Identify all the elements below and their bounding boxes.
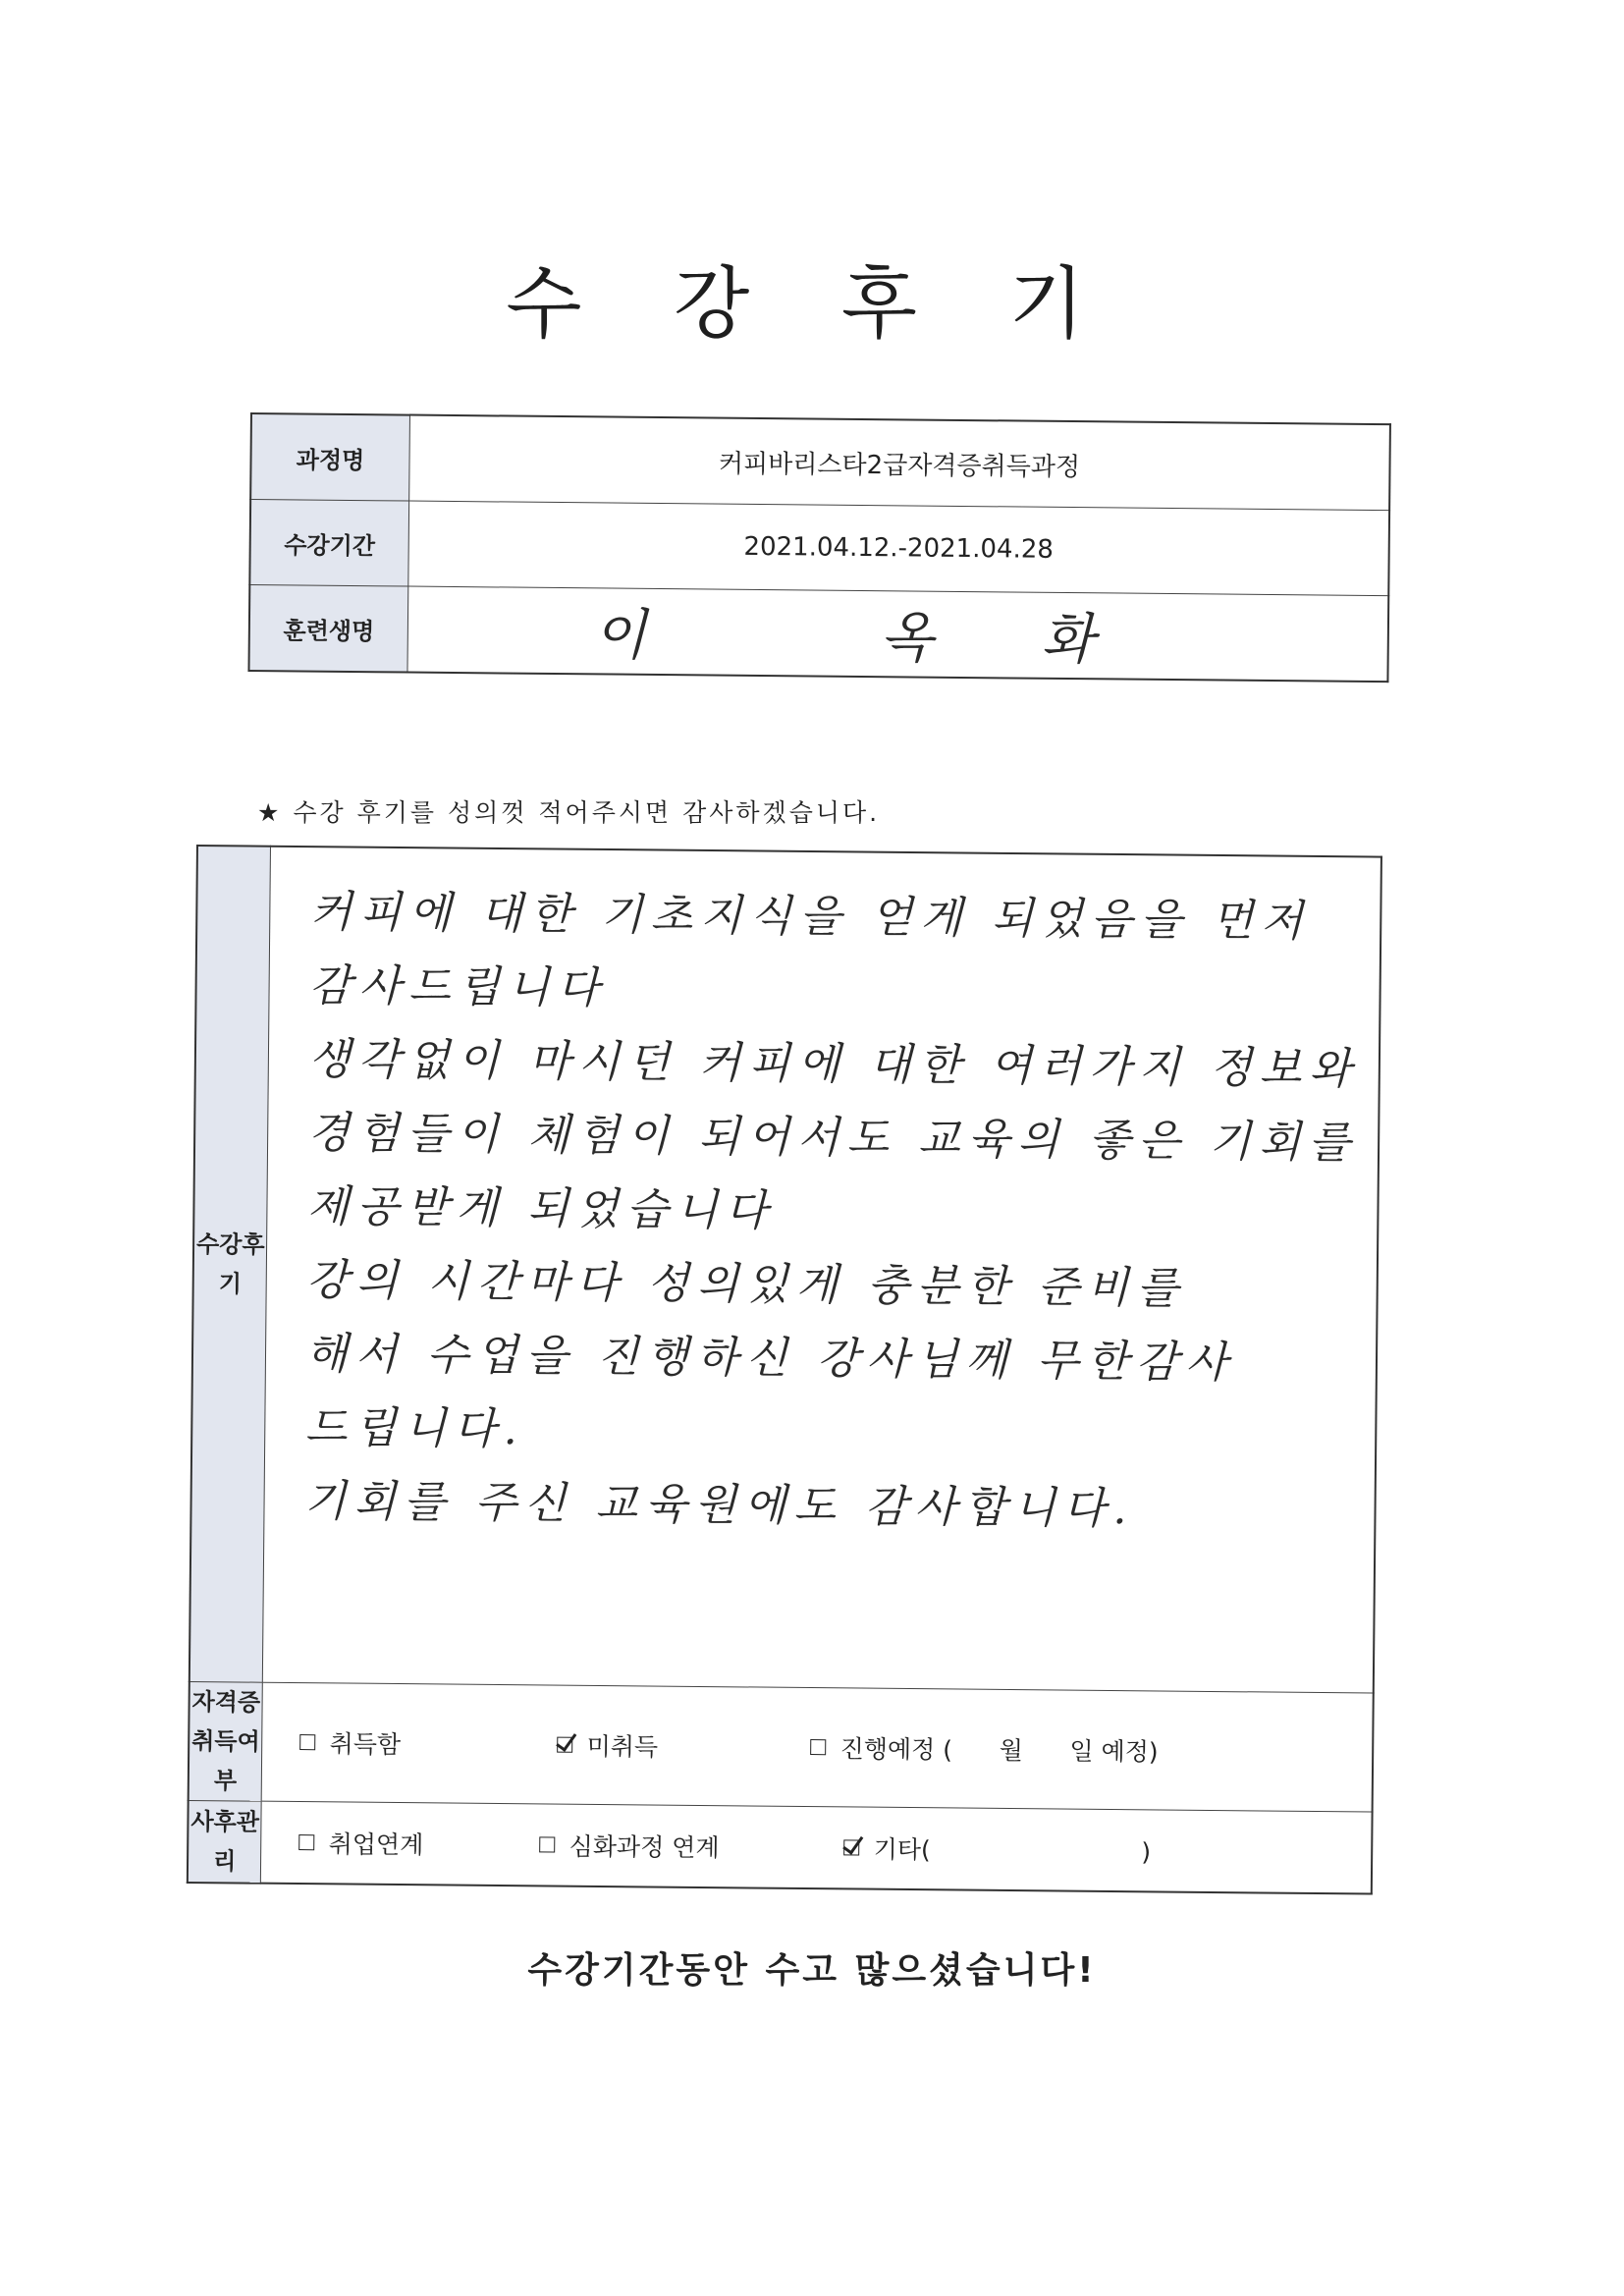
certificate-label: [189, 1681, 263, 1801]
review-line: 생각없이 마시던 커피에 대한 여러가지 정보와: [308, 1034, 1360, 1095]
trainee-row: [248, 585, 1388, 683]
review-text-area[interactable]: [263, 847, 1381, 1693]
review-line: 해서 수업을 진행하신 강사님께 무한감사: [305, 1329, 1236, 1389]
checkbox-icon[interactable]: [811, 1739, 827, 1755]
review-line: 기회를 주신 교육원에도 감사합니다.: [303, 1476, 1135, 1535]
cert-option-label: 진행예정 ( 월 일 예정): [839, 1734, 1159, 1767]
course-row: [250, 413, 1390, 511]
cert-option-acquired[interactable]: [300, 1724, 558, 1763]
cert-option-not-acquired[interactable]: [558, 1727, 811, 1765]
checked-checkbox-icon[interactable]: [844, 1839, 860, 1855]
review-line: 강의 시간마다 성의있게 충분한 준비를: [305, 1255, 1187, 1314]
review-handwriting: [265, 847, 1380, 1549]
course-name-label: 과정명: [250, 413, 409, 501]
certificate-label-line1: 자격증: [191, 1687, 261, 1717]
trainee-name-field[interactable]: [407, 586, 1388, 682]
checkbox-icon[interactable]: [540, 1836, 556, 1852]
cert-option-label: 미취득: [586, 1731, 659, 1762]
course-info-table: [247, 412, 1390, 683]
period-label: 수강기간: [249, 500, 408, 587]
trainee-name-handwritten: 이 옥화: [592, 603, 1203, 674]
review-line: 경험들이 체험이 되어서도 교육의 좋은 기회를: [307, 1108, 1359, 1169]
review-line: 제공받게 되었습니다: [306, 1181, 776, 1236]
course-name-value: 커피바리스타2급자격증취득과정: [409, 415, 1390, 511]
aftercare-label: 사후관리: [188, 1800, 262, 1883]
review-line: 감사드립니다: [308, 960, 608, 1014]
review-label: 수강후기: [189, 846, 271, 1682]
checkbox-icon[interactable]: [300, 1734, 316, 1750]
aftercare-row: [188, 1800, 1373, 1893]
aftercare-option-employment[interactable]: [299, 1825, 540, 1862]
certificate-options: [262, 1682, 1374, 1812]
footer-message: 수강기간동안 수고 많으셨습니다!: [527, 1950, 1097, 1991]
notice-text: ★ 수강 후기를 성의껏 적어주시면 감사하겠습니다.: [257, 798, 881, 827]
aftercare-options: [261, 1801, 1373, 1893]
trainee-label: 훈련생명: [248, 585, 407, 673]
checkbox-icon[interactable]: [299, 1834, 315, 1850]
review-row: [189, 846, 1381, 1693]
aftercare-option-advanced[interactable]: [540, 1827, 844, 1865]
aftercare-option-label: 심화과정 연계: [568, 1831, 720, 1863]
review-line: 드립니다.: [304, 1402, 526, 1455]
certificate-row: [189, 1681, 1374, 1812]
review-line: 커피에 대한 기초지식을 얻게 되었음을 먼저: [309, 887, 1312, 947]
aftercare-option-label: 취업연계: [328, 1830, 424, 1860]
cert-option-label: 취득함: [329, 1729, 402, 1760]
aftercare-option-other[interactable]: [844, 1830, 1152, 1868]
aftercare-option-label: 기타( ): [873, 1834, 1152, 1867]
period-row: [249, 500, 1389, 596]
certificate-label-line2: 취득여부: [191, 1726, 260, 1795]
cert-option-in-progress[interactable]: [811, 1729, 1159, 1768]
page-title: 수 강 후 기: [506, 258, 1118, 350]
checked-checkbox-icon[interactable]: [558, 1737, 573, 1753]
period-value: 2021.04.12.-2021.04.28: [408, 501, 1389, 596]
review-table: [187, 845, 1382, 1895]
